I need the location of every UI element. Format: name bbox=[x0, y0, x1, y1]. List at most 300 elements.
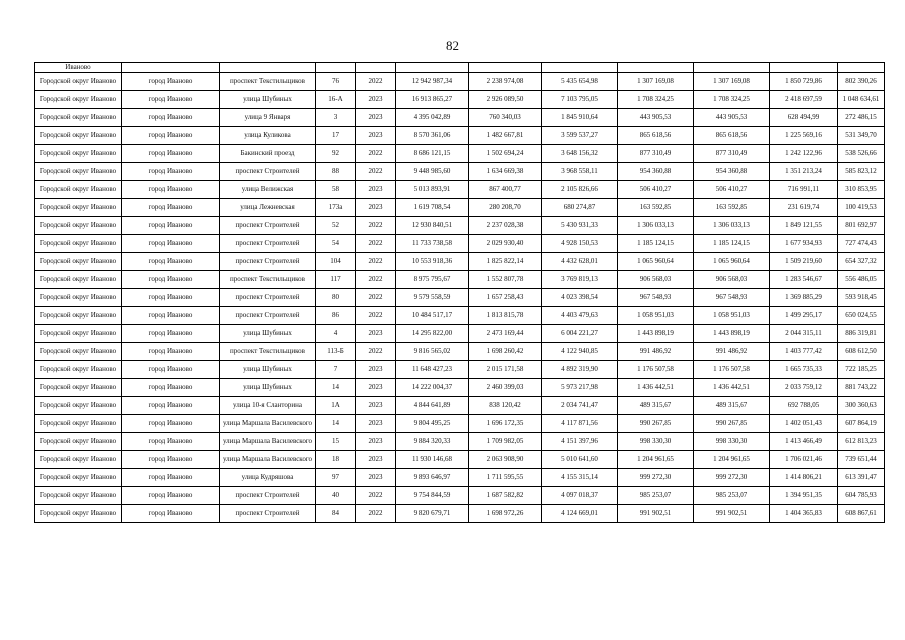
cell-cost-5: 1 351 213,24 bbox=[770, 163, 838, 181]
cell-year: 2022 bbox=[356, 145, 396, 163]
cell-year: 2022 bbox=[356, 235, 396, 253]
cell-street: проспект Текстильщиков bbox=[220, 271, 316, 289]
cell-cost-2: 6 004 221,27 bbox=[542, 325, 618, 343]
cell-cost-1: 1 825 822,14 bbox=[469, 253, 542, 271]
cell-street: проспект Строителей bbox=[220, 253, 316, 271]
cell-settlement: город Иваново bbox=[122, 397, 220, 415]
cell-cost-3: 443 905,53 bbox=[618, 109, 694, 127]
table-row bbox=[35, 217, 885, 235]
cell-street: улица Шубиных bbox=[220, 325, 316, 343]
cell-empty bbox=[122, 63, 220, 73]
cell-total-cost: 12 930 840,51 bbox=[396, 217, 469, 235]
cell-cost-1: 1 711 595,55 bbox=[469, 469, 542, 487]
cell-street: проспект Текстильщиков bbox=[220, 343, 316, 361]
table-body bbox=[35, 63, 885, 523]
cell-cost-5: 1 369 885,29 bbox=[770, 289, 838, 307]
cell-street: улица 10-я Сланторина bbox=[220, 397, 316, 415]
table-row bbox=[35, 325, 885, 343]
cell-cost-1: 280 208,70 bbox=[469, 199, 542, 217]
cell-empty bbox=[838, 63, 885, 73]
cell-cost-4: 865 618,56 bbox=[694, 127, 770, 145]
cell-empty bbox=[356, 63, 396, 73]
cell-cost-6: 801 692,97 bbox=[838, 217, 885, 235]
table-row bbox=[35, 433, 885, 451]
cell-municipality: Городской округ Иваново bbox=[35, 73, 122, 91]
cell-cost-5: 628 494,99 bbox=[770, 109, 838, 127]
cell-cost-5: 2 044 315,11 bbox=[770, 325, 838, 343]
cell-municipality: Городской округ Иваново bbox=[35, 127, 122, 145]
cell-cost-6: 608 867,61 bbox=[838, 505, 885, 523]
cell-settlement: город Иваново bbox=[122, 163, 220, 181]
cell-cost-3: 163 592,85 bbox=[618, 199, 694, 217]
cell-house: 84 bbox=[316, 505, 356, 523]
cell-street: проспект Строителей bbox=[220, 289, 316, 307]
cell-settlement: город Иваново bbox=[122, 289, 220, 307]
cell-municipality: Иваново bbox=[35, 63, 122, 73]
cell-year: 2023 bbox=[356, 397, 396, 415]
cell-cost-5: 1 404 365,83 bbox=[770, 505, 838, 523]
cell-settlement: город Иваново bbox=[122, 217, 220, 235]
cell-total-cost: 8 975 795,67 bbox=[396, 271, 469, 289]
cell-cost-4: 954 360,88 bbox=[694, 163, 770, 181]
cell-street: проспект Строителей bbox=[220, 163, 316, 181]
cell-total-cost: 4 844 641,89 bbox=[396, 397, 469, 415]
cell-street: улица Шубиных bbox=[220, 361, 316, 379]
cell-municipality: Городской округ Иваново bbox=[35, 163, 122, 181]
cell-cost-5: 1 665 735,33 bbox=[770, 361, 838, 379]
cell-total-cost: 11 930 146,68 bbox=[396, 451, 469, 469]
cell-cost-5: 1 849 121,55 bbox=[770, 217, 838, 235]
table-row bbox=[35, 91, 885, 109]
cell-house: 17 bbox=[316, 127, 356, 145]
cell-street: Бакинский проезд bbox=[220, 145, 316, 163]
cell-year: 2023 bbox=[356, 181, 396, 199]
cell-cost-4: 990 267,85 bbox=[694, 415, 770, 433]
cell-cost-3: 1 065 960,64 bbox=[618, 253, 694, 271]
cell-cost-3: 877 310,49 bbox=[618, 145, 694, 163]
cell-empty bbox=[220, 63, 316, 73]
cell-cost-1: 867 400,77 bbox=[469, 181, 542, 199]
cell-year: 2023 bbox=[356, 199, 396, 217]
cell-total-cost: 10 553 918,36 bbox=[396, 253, 469, 271]
cell-street: улица Шубиных bbox=[220, 379, 316, 397]
cell-year: 2023 bbox=[356, 91, 396, 109]
cell-year: 2023 bbox=[356, 451, 396, 469]
cell-cost-5: 716 991,11 bbox=[770, 181, 838, 199]
cell-street: улица Велижская bbox=[220, 181, 316, 199]
cell-cost-4: 998 330,30 bbox=[694, 433, 770, 451]
cell-cost-3: 506 410,27 bbox=[618, 181, 694, 199]
table-row bbox=[35, 253, 885, 271]
cell-municipality: Городской округ Иваново bbox=[35, 469, 122, 487]
cell-year: 2022 bbox=[356, 505, 396, 523]
cell-cost-2: 4 122 940,85 bbox=[542, 343, 618, 361]
cell-cost-6: 310 853,95 bbox=[838, 181, 885, 199]
cell-cost-1: 2 238 974,08 bbox=[469, 73, 542, 91]
cell-cost-1: 1 657 258,43 bbox=[469, 289, 542, 307]
cell-settlement: город Иваново bbox=[122, 253, 220, 271]
table-row bbox=[35, 199, 885, 217]
cell-cost-2: 1 845 910,64 bbox=[542, 109, 618, 127]
cell-cost-1: 1 698 972,26 bbox=[469, 505, 542, 523]
cell-cost-6: 654 327,32 bbox=[838, 253, 885, 271]
cell-cost-6: 1 048 634,61 bbox=[838, 91, 885, 109]
cell-cost-2: 5 435 654,98 bbox=[542, 73, 618, 91]
cell-cost-2: 4 117 871,56 bbox=[542, 415, 618, 433]
cell-cost-6: 802 390,26 bbox=[838, 73, 885, 91]
cell-street: улица Маршала Василевского bbox=[220, 451, 316, 469]
cell-municipality: Городской округ Иваново bbox=[35, 271, 122, 289]
cell-municipality: Городской округ Иваново bbox=[35, 181, 122, 199]
cell-house: 40 bbox=[316, 487, 356, 505]
table-row bbox=[35, 127, 885, 145]
cell-municipality: Городской округ Иваново bbox=[35, 343, 122, 361]
cell-house: 97 bbox=[316, 469, 356, 487]
cell-settlement: город Иваново bbox=[122, 199, 220, 217]
cell-municipality: Городской округ Иваново bbox=[35, 397, 122, 415]
cell-settlement: город Иваново bbox=[122, 307, 220, 325]
cell-cost-6: 604 785,93 bbox=[838, 487, 885, 505]
cell-cost-3: 991 902,51 bbox=[618, 505, 694, 523]
cell-settlement: город Иваново bbox=[122, 451, 220, 469]
cell-settlement: город Иваново bbox=[122, 469, 220, 487]
cell-cost-5: 1 242 122,96 bbox=[770, 145, 838, 163]
cell-cost-4: 1 307 169,08 bbox=[694, 73, 770, 91]
cell-municipality: Городской округ Иваново bbox=[35, 451, 122, 469]
cell-settlement: город Иваново bbox=[122, 505, 220, 523]
cell-street: улица Лежневская bbox=[220, 199, 316, 217]
cell-cost-2: 4 432 628,01 bbox=[542, 253, 618, 271]
cell-house: 104 bbox=[316, 253, 356, 271]
cell-house: 113-Б bbox=[316, 343, 356, 361]
cell-empty bbox=[542, 63, 618, 73]
cell-total-cost: 16 913 865,27 bbox=[396, 91, 469, 109]
cell-cost-4: 906 568,03 bbox=[694, 271, 770, 289]
cell-house: 92 bbox=[316, 145, 356, 163]
cell-cost-1: 2 237 028,38 bbox=[469, 217, 542, 235]
cell-cost-6: 739 651,44 bbox=[838, 451, 885, 469]
cell-cost-1: 2 015 171,58 bbox=[469, 361, 542, 379]
cell-total-cost: 4 395 042,89 bbox=[396, 109, 469, 127]
cell-year: 2023 bbox=[356, 469, 396, 487]
cell-cost-4: 489 315,67 bbox=[694, 397, 770, 415]
cell-cost-6: 531 349,70 bbox=[838, 127, 885, 145]
cell-cost-3: 1 307 169,08 bbox=[618, 73, 694, 91]
cell-street: улица Маршала Василевского bbox=[220, 415, 316, 433]
cell-cost-1: 1 552 807,78 bbox=[469, 271, 542, 289]
cell-municipality: Городской округ Иваново bbox=[35, 217, 122, 235]
table-row bbox=[35, 271, 885, 289]
table-row bbox=[35, 181, 885, 199]
registry-table bbox=[34, 62, 885, 523]
cell-settlement: город Иваново bbox=[122, 379, 220, 397]
cell-cost-6: 881 743,22 bbox=[838, 379, 885, 397]
cell-cost-2: 4 023 398,54 bbox=[542, 289, 618, 307]
table-row bbox=[35, 505, 885, 523]
cell-total-cost: 9 816 565,02 bbox=[396, 343, 469, 361]
cell-cost-2: 4 124 669,01 bbox=[542, 505, 618, 523]
cell-total-cost: 9 754 844,59 bbox=[396, 487, 469, 505]
cell-house: 1А bbox=[316, 397, 356, 415]
cell-year: 2023 bbox=[356, 379, 396, 397]
cell-year: 2022 bbox=[356, 271, 396, 289]
cell-cost-3: 1 436 442,51 bbox=[618, 379, 694, 397]
cell-cost-5: 692 788,05 bbox=[770, 397, 838, 415]
cell-cost-1: 2 473 169,44 bbox=[469, 325, 542, 343]
cell-house: 3 bbox=[316, 109, 356, 127]
cell-cost-6: 612 813,23 bbox=[838, 433, 885, 451]
cell-cost-2: 2 034 741,47 bbox=[542, 397, 618, 415]
cell-cost-3: 990 267,85 bbox=[618, 415, 694, 433]
cell-cost-2: 4 097 018,37 bbox=[542, 487, 618, 505]
table-row bbox=[35, 451, 885, 469]
table-row bbox=[35, 73, 885, 91]
cell-total-cost: 8 570 361,06 bbox=[396, 127, 469, 145]
cell-cost-2: 4 151 397,96 bbox=[542, 433, 618, 451]
cell-municipality: Городской округ Иваново bbox=[35, 415, 122, 433]
cell-cost-3: 1 185 124,15 bbox=[618, 235, 694, 253]
cell-cost-5: 1 677 934,93 bbox=[770, 235, 838, 253]
cell-cost-4: 1 065 960,64 bbox=[694, 253, 770, 271]
cell-municipality: Городской округ Иваново bbox=[35, 361, 122, 379]
cell-cost-3: 489 315,67 bbox=[618, 397, 694, 415]
cell-cost-2: 4 403 479,63 bbox=[542, 307, 618, 325]
cell-house: 173а bbox=[316, 199, 356, 217]
cell-settlement: город Иваново bbox=[122, 91, 220, 109]
cell-cost-3: 1 708 324,25 bbox=[618, 91, 694, 109]
cell-municipality: Городской округ Иваново bbox=[35, 145, 122, 163]
cell-total-cost: 9 804 495,25 bbox=[396, 415, 469, 433]
cell-cost-2: 7 103 795,05 bbox=[542, 91, 618, 109]
table-row bbox=[35, 145, 885, 163]
cell-year: 2022 bbox=[356, 73, 396, 91]
cell-cost-6: 607 864,19 bbox=[838, 415, 885, 433]
cell-total-cost: 14 222 004,37 bbox=[396, 379, 469, 397]
cell-cost-1: 1 698 260,42 bbox=[469, 343, 542, 361]
cell-settlement: город Иваново bbox=[122, 343, 220, 361]
cell-cost-5: 1 402 051,43 bbox=[770, 415, 838, 433]
cell-settlement: город Иваново bbox=[122, 271, 220, 289]
cell-cost-1: 760 340,03 bbox=[469, 109, 542, 127]
cell-cost-5: 2 418 697,59 bbox=[770, 91, 838, 109]
table-row bbox=[35, 163, 885, 181]
cell-house: 88 bbox=[316, 163, 356, 181]
cell-cost-6: 100 419,53 bbox=[838, 199, 885, 217]
cell-cost-3: 906 568,03 bbox=[618, 271, 694, 289]
cell-year: 2023 bbox=[356, 361, 396, 379]
cell-cost-2: 4 155 315,14 bbox=[542, 469, 618, 487]
table-row bbox=[35, 109, 885, 127]
cell-cost-1: 838 120,42 bbox=[469, 397, 542, 415]
table-row bbox=[35, 307, 885, 325]
cell-cost-6: 585 823,12 bbox=[838, 163, 885, 181]
cell-settlement: город Иваново bbox=[122, 325, 220, 343]
cell-cost-2: 3 968 558,11 bbox=[542, 163, 618, 181]
cell-total-cost: 9 893 646,97 bbox=[396, 469, 469, 487]
page-number: 82 bbox=[446, 38, 459, 53]
cell-municipality: Городской округ Иваново bbox=[35, 433, 122, 451]
cell-municipality: Городской округ Иваново bbox=[35, 289, 122, 307]
cell-total-cost: 9 579 558,59 bbox=[396, 289, 469, 307]
cell-street: проспект Строителей bbox=[220, 217, 316, 235]
cell-cost-2: 5 010 641,60 bbox=[542, 451, 618, 469]
cell-house: 86 bbox=[316, 307, 356, 325]
cell-year: 2022 bbox=[356, 307, 396, 325]
cell-settlement: город Иваново bbox=[122, 415, 220, 433]
cell-total-cost: 5 013 893,91 bbox=[396, 181, 469, 199]
cell-street: проспект Текстильщиков bbox=[220, 73, 316, 91]
cell-total-cost: 9 820 679,71 bbox=[396, 505, 469, 523]
cell-cost-4: 1 058 951,03 bbox=[694, 307, 770, 325]
cell-total-cost: 12 942 987,34 bbox=[396, 73, 469, 91]
cell-cost-5: 1 394 951,35 bbox=[770, 487, 838, 505]
cell-year: 2023 bbox=[356, 433, 396, 451]
cell-municipality: Городской округ Иваново bbox=[35, 235, 122, 253]
cell-settlement: город Иваново bbox=[122, 181, 220, 199]
cell-house: 58 bbox=[316, 181, 356, 199]
cell-cost-5: 1 850 729,86 bbox=[770, 73, 838, 91]
cell-settlement: город Иваново bbox=[122, 127, 220, 145]
cell-year: 2022 bbox=[356, 253, 396, 271]
cell-empty bbox=[469, 63, 542, 73]
cell-cost-2: 3 769 819,13 bbox=[542, 271, 618, 289]
cell-cost-4: 443 905,53 bbox=[694, 109, 770, 127]
cell-house: 16-А bbox=[316, 91, 356, 109]
cell-cost-3: 998 330,30 bbox=[618, 433, 694, 451]
cell-empty bbox=[316, 63, 356, 73]
cell-municipality: Городской округ Иваново bbox=[35, 379, 122, 397]
cell-total-cost: 11 648 427,23 bbox=[396, 361, 469, 379]
cell-cost-4: 991 486,92 bbox=[694, 343, 770, 361]
cell-municipality: Городской округ Иваново bbox=[35, 307, 122, 325]
cell-cost-5: 231 619,74 bbox=[770, 199, 838, 217]
cell-empty bbox=[618, 63, 694, 73]
cell-cost-3: 985 253,07 bbox=[618, 487, 694, 505]
cell-settlement: город Иваново bbox=[122, 487, 220, 505]
cell-cost-5: 2 033 759,12 bbox=[770, 379, 838, 397]
cell-cost-5: 1 403 777,42 bbox=[770, 343, 838, 361]
cell-cost-6: 608 612,50 bbox=[838, 343, 885, 361]
cell-total-cost: 14 295 822,00 bbox=[396, 325, 469, 343]
cell-total-cost: 11 733 738,58 bbox=[396, 235, 469, 253]
cell-cost-1: 1 502 694,24 bbox=[469, 145, 542, 163]
cell-cost-3: 954 360,88 bbox=[618, 163, 694, 181]
cell-year: 2022 bbox=[356, 289, 396, 307]
cell-total-cost: 1 619 708,54 bbox=[396, 199, 469, 217]
cell-cost-3: 991 486,92 bbox=[618, 343, 694, 361]
cell-cost-4: 163 592,85 bbox=[694, 199, 770, 217]
cell-cost-4: 1 443 898,19 bbox=[694, 325, 770, 343]
cell-year: 2022 bbox=[356, 343, 396, 361]
cell-cost-3: 1 443 898,19 bbox=[618, 325, 694, 343]
cell-year: 2022 bbox=[356, 163, 396, 181]
cell-empty bbox=[396, 63, 469, 73]
cell-cost-6: 556 486,05 bbox=[838, 271, 885, 289]
cell-cost-6: 650 024,55 bbox=[838, 307, 885, 325]
table-row bbox=[35, 361, 885, 379]
cell-cost-4: 1 306 033,13 bbox=[694, 217, 770, 235]
cell-cost-4: 991 902,51 bbox=[694, 505, 770, 523]
cell-street: улица Маршала Василевского bbox=[220, 433, 316, 451]
cell-house: 7 bbox=[316, 361, 356, 379]
cell-cost-6: 593 918,45 bbox=[838, 289, 885, 307]
cell-settlement: город Иваново bbox=[122, 361, 220, 379]
table-row bbox=[35, 379, 885, 397]
cell-cost-2: 5 430 931,33 bbox=[542, 217, 618, 235]
table-row bbox=[35, 397, 885, 415]
cell-total-cost: 8 686 121,15 bbox=[396, 145, 469, 163]
cell-cost-5: 1 225 569,16 bbox=[770, 127, 838, 145]
cell-cost-5: 1 706 021,46 bbox=[770, 451, 838, 469]
cell-house: 15 bbox=[316, 433, 356, 451]
cell-street: улица Кудряшова bbox=[220, 469, 316, 487]
cell-cost-4: 506 410,27 bbox=[694, 181, 770, 199]
cell-cost-1: 1 709 982,05 bbox=[469, 433, 542, 451]
cell-cost-3: 999 272,30 bbox=[618, 469, 694, 487]
cell-cost-3: 865 618,56 bbox=[618, 127, 694, 145]
cell-street: улица 9 Января bbox=[220, 109, 316, 127]
cell-cost-2: 4 928 150,53 bbox=[542, 235, 618, 253]
cell-house: 80 bbox=[316, 289, 356, 307]
cell-cost-4: 1 708 324,25 bbox=[694, 91, 770, 109]
cell-cost-4: 1 185 124,15 bbox=[694, 235, 770, 253]
cell-house: 18 bbox=[316, 451, 356, 469]
cell-year: 2022 bbox=[356, 217, 396, 235]
cell-cost-5: 1 413 466,49 bbox=[770, 433, 838, 451]
table-row bbox=[35, 343, 885, 361]
cell-cost-3: 1 176 507,58 bbox=[618, 361, 694, 379]
cell-cost-1: 2 029 930,40 bbox=[469, 235, 542, 253]
cell-street: улица Куликова bbox=[220, 127, 316, 145]
cell-cost-6: 722 185,25 bbox=[838, 361, 885, 379]
cell-cost-5: 1 283 546,67 bbox=[770, 271, 838, 289]
cell-year: 2023 bbox=[356, 325, 396, 343]
cell-municipality: Городской округ Иваново bbox=[35, 505, 122, 523]
cell-cost-5: 1 414 806,21 bbox=[770, 469, 838, 487]
cell-cost-6: 300 360,63 bbox=[838, 397, 885, 415]
cell-cost-6: 727 474,43 bbox=[838, 235, 885, 253]
cell-cost-1: 1 634 669,38 bbox=[469, 163, 542, 181]
cell-cost-1: 2 460 399,03 bbox=[469, 379, 542, 397]
cell-year: 2023 bbox=[356, 127, 396, 145]
cell-cost-2: 3 599 537,27 bbox=[542, 127, 618, 145]
cell-cost-4: 967 548,93 bbox=[694, 289, 770, 307]
table-row bbox=[35, 469, 885, 487]
cell-total-cost: 10 484 517,17 bbox=[396, 307, 469, 325]
cell-house: 117 bbox=[316, 271, 356, 289]
cell-cost-1: 1 696 172,35 bbox=[469, 415, 542, 433]
cell-cost-6: 272 486,15 bbox=[838, 109, 885, 127]
cell-cost-2: 4 892 319,90 bbox=[542, 361, 618, 379]
cell-cost-3: 967 548,93 bbox=[618, 289, 694, 307]
cell-cost-4: 1 436 442,51 bbox=[694, 379, 770, 397]
cell-year: 2022 bbox=[356, 487, 396, 505]
cell-empty bbox=[694, 63, 770, 73]
cell-settlement: город Иваново bbox=[122, 73, 220, 91]
cell-municipality: Городской округ Иваново bbox=[35, 253, 122, 271]
cell-cost-2: 680 274,87 bbox=[542, 199, 618, 217]
cell-empty bbox=[770, 63, 838, 73]
cell-cost-5: 1 509 219,60 bbox=[770, 253, 838, 271]
cell-cost-1: 2 926 089,50 bbox=[469, 91, 542, 109]
cell-municipality: Городской округ Иваново bbox=[35, 91, 122, 109]
cell-house: 54 bbox=[316, 235, 356, 253]
cell-house: 52 bbox=[316, 217, 356, 235]
cell-year: 2023 bbox=[356, 109, 396, 127]
cell-house: 14 bbox=[316, 415, 356, 433]
cell-cost-2: 3 648 156,32 bbox=[542, 145, 618, 163]
cell-municipality: Городской округ Иваново bbox=[35, 109, 122, 127]
